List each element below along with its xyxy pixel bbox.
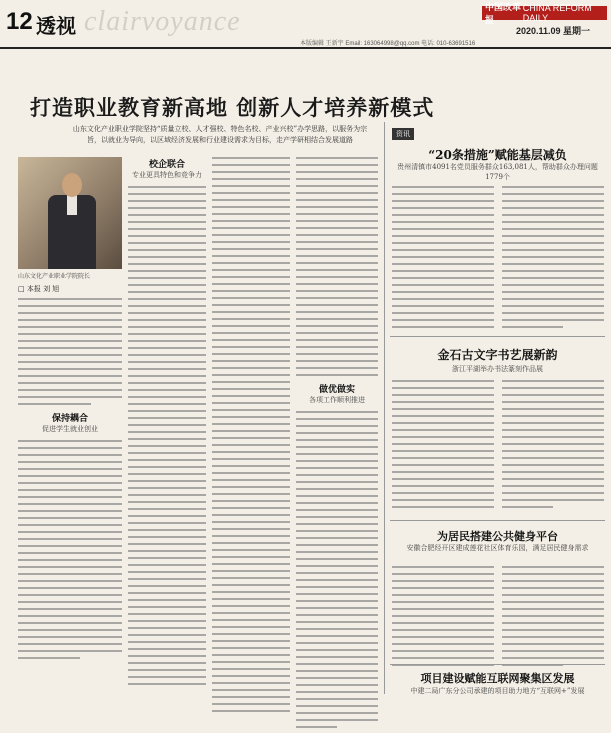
story-3-subtitle: 安徽合肥经开区建成莲花社区体育乐园，满足居民健身需求 — [406, 544, 589, 552]
story-4-title: 项目建设赋能互联网聚集区发展 — [420, 672, 575, 685]
body-text — [18, 440, 122, 659]
body-text — [296, 157, 378, 376]
story-2-title: 金石古文字书艺展新韵 — [437, 348, 558, 362]
column-divider — [384, 122, 385, 694]
section-subheading-3: 各项工作顺利推进 — [309, 396, 365, 404]
story-separator — [390, 336, 605, 337]
story-separator — [390, 520, 605, 521]
body-text — [18, 298, 122, 405]
byline: □ 本报 刘 旭 — [18, 285, 60, 293]
text-column-3 — [212, 157, 290, 717]
section-title: 透视 — [36, 16, 76, 38]
section-heading-2: 保持耦合 — [51, 414, 88, 424]
page-number: 12 — [6, 8, 33, 35]
section-heading-1: 校企联合 — [148, 160, 185, 170]
text-column-1 — [18, 298, 122, 664]
news-tag: 资讯 — [392, 128, 414, 140]
photo-caption: 山东文化产业职业学院院长 — [18, 273, 91, 280]
story-2-subtitle: 浙江平湖举办书法篆刻作品展 — [452, 365, 543, 373]
section-subheading-2: 促进学生就业创业 — [42, 425, 98, 433]
story-3-title: 为居民搭建公共健身平台 — [437, 530, 558, 543]
person-figure — [48, 171, 96, 269]
masthead-cn: 中国改革报 — [485, 2, 522, 25]
body-text — [128, 186, 206, 685]
story-4-subtitle: 中建二局广东分公司承建的项目助力地方“互联网+”发展 — [410, 687, 585, 695]
main-subhead: 山东文化产业职业学院坚持“质量立校、人才强校、特色名校、产业兴校”办学思路，以服务为宗旨，以就业为导向，以区域经济发展和行业建设需求为目标，走产学研相结合发展道路 — [72, 125, 368, 144]
story-1-text-left — [392, 186, 494, 333]
body-text — [296, 411, 378, 728]
text-column-2 — [128, 157, 206, 690]
story-separator — [390, 664, 605, 665]
section-latin-title: clairvoyance — [84, 6, 241, 37]
editor-line: 本版编辑 王新宇 Email: 163064998@qq.com 电话: 010-63691516 — [300, 41, 476, 47]
body-text — [212, 157, 290, 712]
issue-date: 2020.11.09 星期一 — [516, 26, 591, 36]
main-headline: 打造职业教育新高地 创新人才培养新模式 — [30, 95, 435, 120]
text-column-4 — [296, 157, 378, 733]
story-1-title: “20条措施”赋能基层减负 — [428, 148, 567, 162]
section-heading-3: 做优做实 — [318, 385, 355, 395]
story-2-text-right — [502, 380, 604, 513]
story-3-text-right — [502, 566, 604, 671]
masthead — [482, 2, 607, 25]
story-2-text-left — [392, 380, 494, 513]
section-subheading-1: 专业更具特色和竞争力 — [132, 171, 202, 179]
story-1-text-right — [502, 186, 604, 333]
portrait-photo — [18, 157, 122, 269]
header-rule — [0, 47, 611, 49]
masthead-en: CHINA REFORM DAILY — [522, 3, 592, 23]
story-3-text-left — [392, 566, 494, 671]
story-1-subtitle: 贵州清镇市4091名党员服务群众163,081人，帮助群众办理问题1779个 — [397, 163, 598, 181]
